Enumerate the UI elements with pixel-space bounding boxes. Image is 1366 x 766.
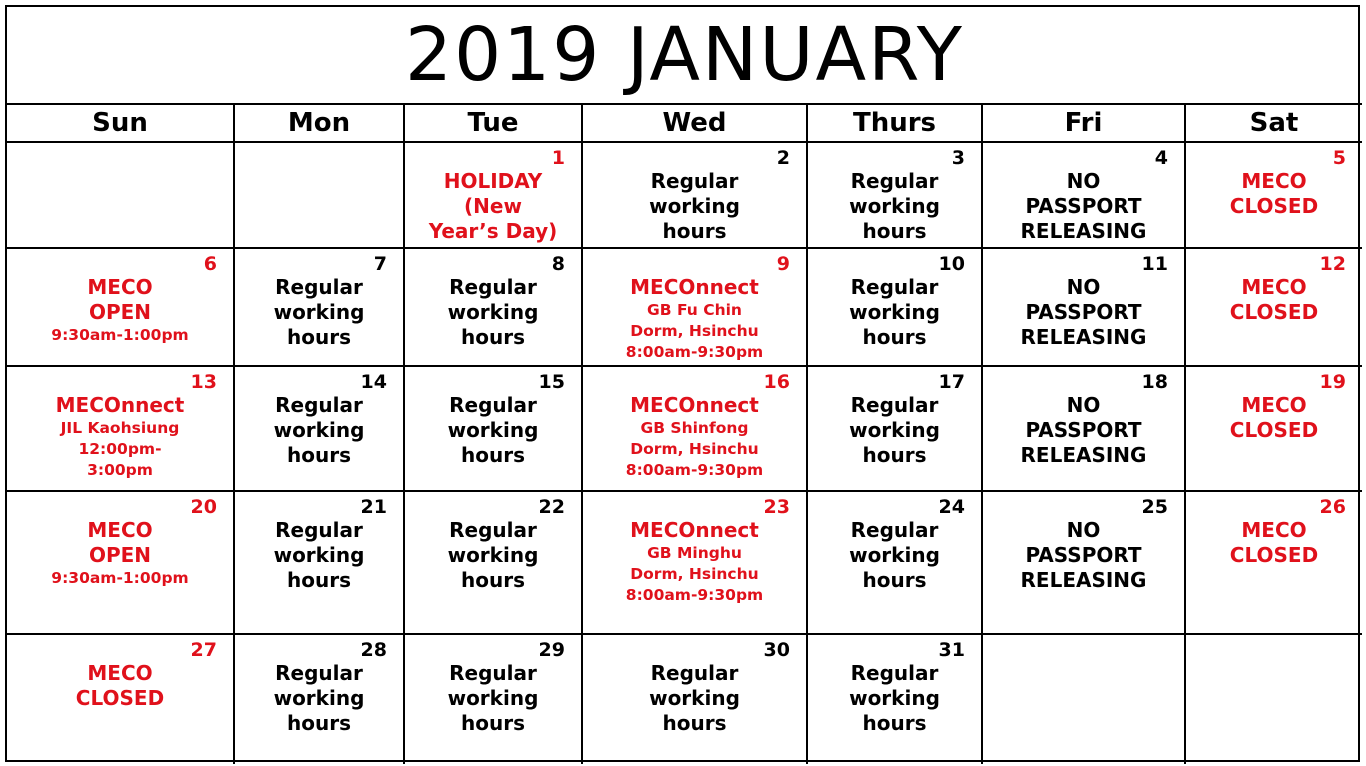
day-details [583, 661, 806, 736]
day-detail-line: CLOSED [1229, 543, 1319, 567]
day-details [7, 661, 233, 711]
day-detail-line: NO [1066, 518, 1101, 542]
day-detail-line: hours [862, 568, 927, 592]
day-detail-line: MECOnnect [630, 393, 759, 417]
day-detail-line: hours [461, 325, 525, 349]
day-details [808, 275, 981, 350]
day-detail-line: MECO [87, 518, 153, 542]
day-details [7, 393, 233, 481]
day-detail-line: MECOnnect [55, 393, 185, 417]
weekday-header-tue: Tue [405, 105, 583, 143]
day-detail-line: Regular [850, 518, 939, 542]
weekday-header-sun: Sun [7, 105, 235, 143]
day-cell [583, 492, 808, 635]
day-detail-line: MECOnnect [630, 275, 759, 299]
day-cell [583, 635, 808, 764]
day-number [7, 143, 233, 169]
day-detail-line: hours [461, 711, 525, 735]
day-detail-line: 3:00pm [87, 461, 153, 479]
day-number: 9 [776, 253, 790, 275]
day-detail-line: hours [662, 711, 727, 735]
day-detail-line: 8:00am-9:30pm [625, 343, 764, 361]
day-number: 6 [203, 253, 217, 275]
day-cell [983, 143, 1186, 249]
day-detail-line: CLOSED [1229, 418, 1319, 442]
day-detail-line: 8:00am-9:30pm [625, 586, 764, 604]
day-cell [1186, 635, 1362, 764]
day-detail-line: hours [862, 219, 927, 243]
weekday-header-thurs: Thurs [808, 105, 983, 143]
day-detail-line: hours [862, 325, 927, 349]
day-cell [1186, 143, 1362, 249]
day-number: 17 [938, 371, 965, 393]
day-details [983, 393, 1184, 468]
day-detail-line: JIL Kaohsiung [60, 419, 180, 437]
day-detail-line: CLOSED [75, 686, 165, 710]
day-details [808, 661, 981, 736]
day-details [235, 518, 403, 593]
day-detail-line: working [273, 418, 365, 442]
day-detail-line: Regular [650, 661, 739, 685]
day-details [405, 275, 581, 350]
day-detail-line: RELEASING [1020, 325, 1147, 349]
day-cell [1186, 249, 1362, 367]
day-number: 1 [551, 147, 565, 169]
day-cell [983, 367, 1186, 492]
day-detail-line: RELEASING [1020, 568, 1147, 592]
day-number: 11 [1141, 253, 1168, 275]
day-details [808, 393, 981, 468]
day-cell [7, 367, 235, 492]
day-number: 10 [938, 253, 965, 275]
day-detail-line: working [649, 686, 740, 710]
day-detail-line: Regular [850, 393, 939, 417]
day-detail-line: MECO [1241, 518, 1307, 542]
day-cell [583, 143, 808, 249]
day-detail-line: hours [287, 711, 351, 735]
day-number: 26 [1319, 496, 1346, 518]
day-detail-line: working [849, 543, 940, 567]
day-cell [983, 492, 1186, 635]
day-details [1186, 393, 1362, 443]
day-detail-line: working [447, 543, 539, 567]
day-detail-line: working [447, 418, 539, 442]
day-detail-line: MECO [87, 275, 153, 299]
day-number: 23 [763, 496, 790, 518]
day-detail-line: Regular [275, 393, 363, 417]
day-cell [405, 143, 583, 249]
day-detail-line: NO [1066, 393, 1101, 417]
day-cell [405, 492, 583, 635]
day-detail-line: working [849, 686, 940, 710]
day-detail-line: Dorm, Hsinchu [630, 440, 759, 458]
day-detail-line: working [447, 686, 539, 710]
calendar-grid [5, 5, 1360, 762]
day-detail-line: CLOSED [1229, 300, 1319, 324]
day-cell [808, 249, 983, 367]
day-cell [7, 249, 235, 367]
day-cell [235, 367, 405, 492]
day-detail-line: OPEN [88, 300, 152, 324]
day-cell [583, 367, 808, 492]
day-number: 21 [360, 496, 387, 518]
day-cell [808, 143, 983, 249]
day-cell [983, 635, 1186, 764]
day-number: 25 [1141, 496, 1168, 518]
day-number: 20 [190, 496, 217, 518]
day-detail-line: GB Fu Chin [647, 301, 742, 319]
day-detail-line: Regular [449, 393, 537, 417]
day-detail-line: hours [862, 711, 927, 735]
day-detail-line: Regular [275, 661, 363, 685]
day-number: 5 [1332, 147, 1346, 169]
day-number: 22 [538, 496, 565, 518]
day-detail-line: 9:30am-1:00pm [51, 569, 189, 587]
day-detail-line: CLOSED [1229, 194, 1319, 218]
day-detail-line: hours [461, 443, 525, 467]
day-detail-line: PASSPORT [1025, 194, 1142, 218]
day-detail-line: Regular [275, 518, 363, 542]
day-detail-line: Regular [449, 275, 537, 299]
day-detail-line: working [447, 300, 539, 324]
day-detail-line: MECO [1241, 393, 1307, 417]
day-cell [405, 249, 583, 367]
day-detail-line: hours [461, 568, 525, 592]
day-details [405, 393, 581, 468]
day-cell [235, 249, 405, 367]
day-cell [1186, 492, 1362, 635]
day-detail-line: hours [287, 568, 351, 592]
day-detail-line: NO [1066, 169, 1101, 193]
day-number: 13 [190, 371, 217, 393]
day-detail-line: GB Shinfong [640, 419, 749, 437]
day-detail-line: NO [1066, 275, 1101, 299]
day-number [1186, 635, 1362, 661]
day-details [583, 393, 806, 481]
day-detail-line: hours [662, 219, 727, 243]
day-detail-line: Dorm, Hsinchu [630, 565, 759, 583]
day-detail-line: Regular [449, 661, 537, 685]
calendar-title: 2019 JANUARY [7, 7, 1362, 105]
day-detail-line: Regular [449, 518, 537, 542]
day-cell [983, 249, 1186, 367]
day-detail-line: working [273, 300, 365, 324]
day-detail-line: Regular [850, 661, 939, 685]
day-cell [7, 635, 235, 764]
day-details [405, 169, 581, 244]
day-detail-line: PASSPORT [1025, 543, 1142, 567]
day-details [583, 518, 806, 606]
day-detail-line: working [649, 194, 740, 218]
day-detail-line: 8:00am-9:30pm [625, 461, 764, 479]
day-number: 7 [373, 253, 387, 275]
day-number: 24 [938, 496, 965, 518]
day-details [235, 275, 403, 350]
day-number: 27 [190, 639, 217, 661]
day-details [405, 661, 581, 736]
day-cell [808, 367, 983, 492]
day-detail-line: MECO [1241, 275, 1307, 299]
day-number: 30 [763, 639, 790, 661]
day-cell [808, 635, 983, 764]
day-number: 14 [360, 371, 387, 393]
day-detail-line: Regular [850, 169, 939, 193]
weekday-header-wed: Wed [583, 105, 808, 143]
day-details [983, 518, 1184, 593]
day-number: 12 [1319, 253, 1346, 275]
day-details [405, 518, 581, 593]
day-detail-line: working [273, 686, 365, 710]
day-detail-line: hours [287, 325, 351, 349]
day-cell [405, 367, 583, 492]
day-number: 15 [538, 371, 565, 393]
day-number: 31 [938, 639, 965, 661]
day-detail-line: MECO [87, 661, 153, 685]
day-detail-line: working [849, 300, 940, 324]
day-details [808, 518, 981, 593]
day-detail-line: Regular [850, 275, 939, 299]
day-detail-line: PASSPORT [1025, 418, 1142, 442]
day-detail-line: Regular [650, 169, 739, 193]
day-detail-line: working [849, 194, 940, 218]
day-details [583, 169, 806, 244]
day-detail-line: MECOnnect [630, 518, 759, 542]
day-cell [235, 492, 405, 635]
day-number: 3 [951, 147, 965, 169]
day-detail-line: GB Minghu [647, 544, 742, 562]
day-detail-line: RELEASING [1020, 443, 1147, 467]
day-details [808, 169, 981, 244]
day-cell [405, 635, 583, 764]
day-detail-line: hours [287, 443, 351, 467]
weekday-header-mon: Mon [235, 105, 405, 143]
day-number: 8 [551, 253, 565, 275]
day-number: 29 [538, 639, 565, 661]
day-detail-line: Year’s Day) [428, 219, 558, 243]
day-details [983, 275, 1184, 350]
day-detail-line: HOLIDAY [443, 169, 543, 193]
day-number: 18 [1141, 371, 1168, 393]
day-detail-line: Dorm, Hsinchu [630, 322, 759, 340]
day-detail-line: MECO [1241, 169, 1307, 193]
day-details [7, 275, 233, 346]
day-cell [808, 492, 983, 635]
day-details [1186, 169, 1362, 219]
weekday-header-sat: Sat [1186, 105, 1362, 143]
day-number [235, 143, 403, 169]
day-detail-line: OPEN [88, 543, 152, 567]
day-details [1186, 518, 1362, 568]
day-cell [7, 492, 235, 635]
day-number: 2 [776, 147, 790, 169]
day-detail-line: hours [862, 443, 927, 467]
day-detail-line: RELEASING [1020, 219, 1147, 243]
day-detail-line: Regular [275, 275, 363, 299]
day-number: 4 [1154, 147, 1168, 169]
day-details [1186, 275, 1362, 325]
day-detail-line: working [849, 418, 940, 442]
day-cell [7, 143, 235, 249]
day-number [983, 635, 1184, 661]
day-cell [235, 143, 405, 249]
day-cell [235, 635, 405, 764]
day-detail-line: 12:00pm- [78, 440, 162, 458]
day-detail-line: working [273, 543, 365, 567]
day-details [235, 661, 403, 736]
day-number: 19 [1319, 371, 1346, 393]
day-details [983, 169, 1184, 244]
day-cell [583, 249, 808, 367]
day-number: 16 [763, 371, 790, 393]
day-number: 28 [360, 639, 387, 661]
day-cell [1186, 367, 1362, 492]
day-detail-line: PASSPORT [1025, 300, 1142, 324]
day-details [235, 393, 403, 468]
day-details [583, 275, 806, 363]
weekday-header-fri: Fri [983, 105, 1186, 143]
day-detail-line: (New [464, 194, 522, 218]
day-details [7, 518, 233, 589]
day-detail-line: 9:30am-1:00pm [51, 326, 189, 344]
